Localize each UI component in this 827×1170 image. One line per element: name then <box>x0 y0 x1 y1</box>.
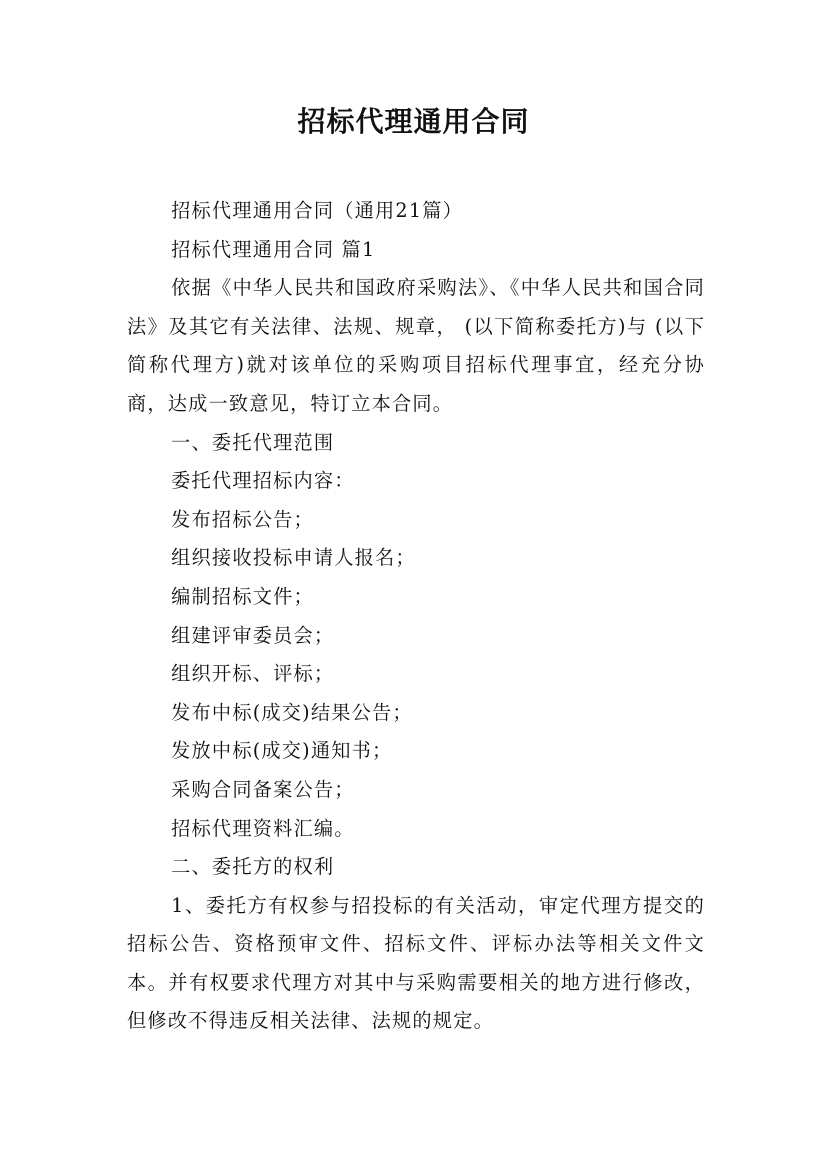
heading-scope: 一、委托代理范围 <box>171 430 335 454</box>
paragraph-section-heading: 招标代理通用合同 篇1 <box>171 237 376 261</box>
paragraph-preamble: 依据《中华人民共和国政府采购法》、《中华人民共和国合同法》及其它有关法律、法规、规章， (以下简称委托方)与 (以下简称代理方)就对该单位的采购项目招标代理事宜，经充分协商，达成一致意见，特订立本合同。 <box>127 276 705 415</box>
document-body <box>127 192 705 1041</box>
list-item: 组织接收投标申请人报名； <box>171 546 416 570</box>
paragraph-collection-title: 招标代理通用合同（通用21篇） <box>171 199 464 222</box>
paragraph-scope-intro: 委托代理招标内容： <box>171 469 355 493</box>
paragraph-client-right-1: 1、委托方有权参与招投标的有关活动，审定代理方提交的招标公告、资格预审文件、招标文件、评标办法等相关文件文本。并有权要求代理方对其中与采购需要相关的地方进行修改，但修改不得违反相关法律、法规的规定。 <box>127 893 705 1033</box>
list-item: 发布中标(成交)结果公告； <box>171 700 413 724</box>
list-item: 招标代理资料汇编。 <box>171 816 355 840</box>
list-item: 组建评审委员会； <box>171 623 335 647</box>
list-item: 发放中标(成交)通知书； <box>171 739 393 763</box>
list-item: 采购合同备案公告； <box>171 777 355 801</box>
heading-client-rights: 二、委托方的权利 <box>171 855 335 879</box>
list-item: 组织开标、评标； <box>171 662 335 686</box>
list-item: 编制招标文件； <box>171 584 314 608</box>
document-title: 招标代理通用合同 <box>297 105 530 138</box>
list-item: 发布招标公告； <box>171 507 314 531</box>
